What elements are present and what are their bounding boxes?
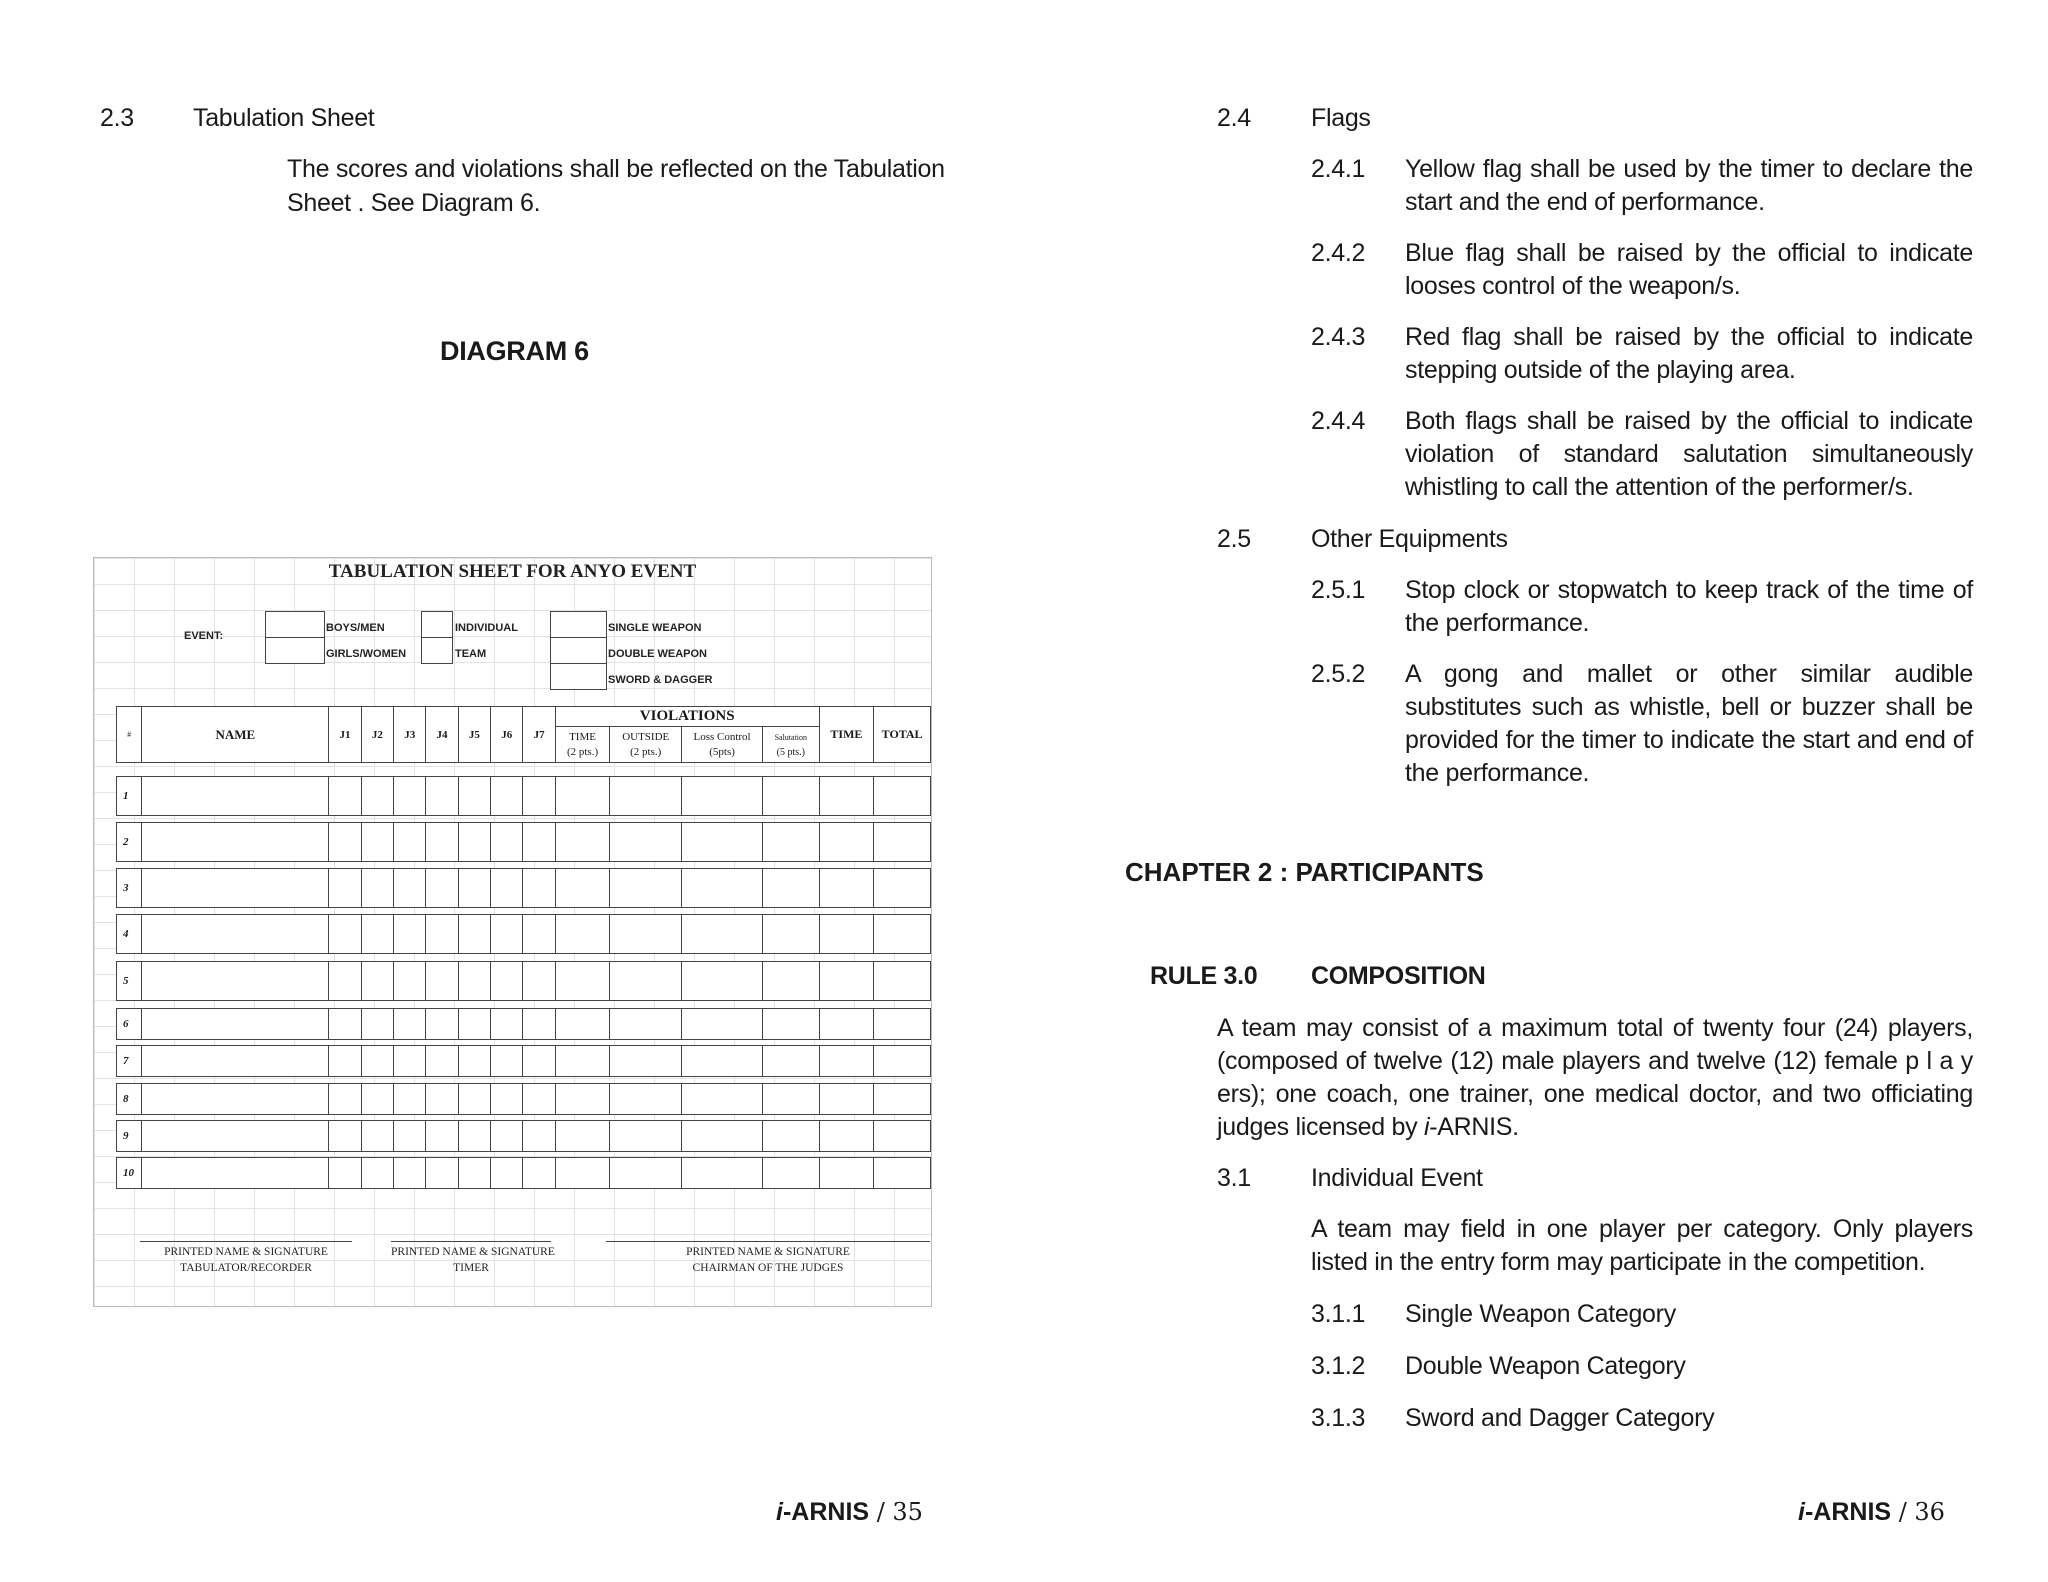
entry-row — [116, 914, 931, 954]
checkbox — [421, 611, 453, 638]
entry-cell — [426, 777, 458, 816]
row-number: 7 — [117, 1046, 142, 1077]
entry-cell — [874, 915, 931, 954]
entry-cell — [555, 1084, 610, 1115]
violation-col-header — [610, 727, 682, 763]
entry-row — [116, 822, 931, 862]
subsection-text: Both flags shall be raised by the official to indicate violation of standard salutation simultaneously whistling to call the attention of the performer/s. — [1405, 407, 1973, 501]
violation-points: (5 pts.) — [776, 746, 805, 758]
composition-text-end: -ARNIS. — [1429, 1113, 1519, 1141]
option-label: TEAM — [455, 648, 487, 660]
entry-cell — [426, 1158, 458, 1189]
checkbox — [550, 637, 607, 664]
entry-cell — [491, 1121, 523, 1152]
entry-cell — [819, 777, 874, 816]
entry-cell — [874, 1121, 931, 1152]
row-number: 3 — [117, 869, 142, 908]
rule-title: COMPOSITION — [1311, 962, 1486, 990]
category-title: Sword and Dagger Category — [1405, 1404, 1715, 1432]
entry-cell — [610, 962, 682, 1001]
option-label: BOYS/MEN — [326, 622, 385, 634]
entry-cell — [394, 962, 426, 1001]
entry-cell — [874, 1009, 931, 1040]
composition-paragraph — [1217, 1012, 1973, 1144]
entry-cell — [819, 869, 874, 908]
entry-cell — [610, 869, 682, 908]
violation-label: Loss Control — [693, 730, 751, 743]
entry-cell — [763, 1046, 820, 1077]
entry-cell — [523, 1158, 555, 1189]
violation-label: Salutation — [774, 732, 808, 742]
entry-cell — [555, 1046, 610, 1077]
footer-brand-italic: i — [1798, 1498, 1805, 1526]
entry-cell — [426, 915, 458, 954]
entry-row — [116, 1120, 931, 1152]
diagram-title: DIAGRAM 6 — [440, 336, 589, 366]
entry-cell — [329, 1009, 361, 1040]
entry-cell — [491, 915, 523, 954]
violation-col-header — [763, 727, 820, 763]
entry-cell — [610, 1121, 682, 1152]
row-number: 1 — [117, 777, 142, 816]
entry-row — [116, 1083, 931, 1115]
rule-number: RULE 3.0 — [1150, 962, 1258, 990]
entry-cell — [361, 1121, 393, 1152]
entry-cell — [426, 1084, 458, 1115]
entry-cell — [361, 1158, 393, 1189]
entry-cell — [394, 869, 426, 908]
entry-cell — [682, 915, 763, 954]
entry-cell — [610, 1084, 682, 1115]
entry-cell — [394, 777, 426, 816]
entry-cell — [491, 823, 523, 862]
section-number: 3.1 — [1217, 1164, 1251, 1192]
category-title: Single Weapon Category — [1405, 1300, 1676, 1328]
entry-cell — [394, 1009, 426, 1040]
entry-cell — [874, 1158, 931, 1189]
tabulation-sheet-diagram — [93, 557, 932, 1307]
signature-line — [140, 1241, 352, 1242]
entry-cell — [142, 1158, 329, 1189]
entry-cell — [819, 1121, 874, 1152]
section-number: 2.3 — [100, 104, 134, 132]
violations-header: VIOLATIONS — [555, 707, 819, 727]
entry-cell — [819, 1158, 874, 1189]
footer-brand — [1798, 1498, 1891, 1526]
entry-cell — [763, 777, 820, 816]
entry-cell — [610, 777, 682, 816]
judge-header: J2 — [361, 707, 393, 763]
option-label: GIRLS/WOMEN — [326, 648, 407, 660]
entry-cell — [682, 1084, 763, 1115]
entry-cell — [329, 1084, 361, 1115]
entry-cell — [458, 777, 490, 816]
entry-cell — [610, 1158, 682, 1189]
checkbox — [550, 611, 607, 638]
entry-cell — [329, 1046, 361, 1077]
row-number: 9 — [117, 1121, 142, 1152]
entry-cell — [491, 869, 523, 908]
subsection-text: A gong and mallet or other similar audible substitutes such as whistle, bell or buzzer shall be provided for the timer to indicate the start and end of the performance. — [1405, 660, 1973, 787]
signature-label — [606, 1244, 930, 1276]
entry-cell — [394, 1046, 426, 1077]
entry-cell — [491, 1009, 523, 1040]
entry-cell — [142, 962, 329, 1001]
row-number: 2 — [117, 823, 142, 862]
section-number: 2.5 — [1217, 525, 1251, 553]
entry-cell — [523, 1084, 555, 1115]
entry-cell — [682, 962, 763, 1001]
signature-line — [606, 1241, 930, 1242]
signature-role: TABULATOR/RECORDER — [180, 1262, 312, 1274]
signature-role: TIMER — [453, 1262, 489, 1274]
option-label: DOUBLE WEAPON — [608, 648, 707, 660]
entry-cell — [329, 962, 361, 1001]
section-title: Flags — [1311, 104, 1371, 132]
entry-cell — [458, 823, 490, 862]
entry-cell — [523, 962, 555, 1001]
entry-cell — [142, 869, 329, 908]
subsection-number: 3.1.2 — [1311, 1352, 1366, 1380]
entry-cell — [426, 869, 458, 908]
entry-cell — [491, 1084, 523, 1115]
entry-cell — [361, 1009, 393, 1040]
row-number: 6 — [117, 1009, 142, 1040]
violation-points: (2 pts.) — [630, 745, 662, 758]
judge-header: J5 — [458, 707, 490, 763]
section-title: Other Equipments — [1311, 525, 1508, 553]
checkbox — [265, 611, 325, 638]
entry-cell — [763, 1009, 820, 1040]
footer-brand — [776, 1498, 869, 1526]
name-header: NAME — [142, 707, 329, 763]
entry-cell — [874, 1084, 931, 1115]
entry-cell — [142, 915, 329, 954]
entry-cell — [426, 1046, 458, 1077]
entry-cell — [874, 823, 931, 862]
entry-cell — [329, 777, 361, 816]
signature-caption: PRINTED NAME & SIGNATURE — [164, 1246, 328, 1258]
entry-cell — [819, 1046, 874, 1077]
entry-cell — [426, 1009, 458, 1040]
entry-cell — [426, 823, 458, 862]
composition-brand-italic: i — [1423, 1113, 1430, 1141]
entry-cell — [610, 1009, 682, 1040]
entry-cell — [329, 1121, 361, 1152]
paragraph-line: The scores and violations shall be reflected on the Tabulation — [287, 155, 945, 183]
violation-label: TIME — [569, 730, 596, 743]
subsection-text: Blue flag shall be raised by the official to indicate looses control of the weapon/s. — [1405, 239, 1973, 300]
entry-cell — [874, 962, 931, 1001]
subsection-text: Yellow flag shall be used by the timer to declare the start and the end of performance. — [1405, 155, 1973, 216]
entry-cell — [394, 1158, 426, 1189]
entry-cell — [523, 777, 555, 816]
judge-header: J7 — [523, 707, 555, 763]
entry-row — [116, 961, 931, 1001]
violation-points: (2 pts.) — [566, 745, 599, 758]
entry-cell — [874, 1046, 931, 1077]
entry-row — [116, 868, 931, 908]
total-header: TOTAL — [874, 707, 931, 763]
row-number: 4 — [117, 915, 142, 954]
violation-points: (5pts) — [709, 745, 735, 758]
entry-cell — [523, 1009, 555, 1040]
hash-header: # — [117, 707, 142, 763]
violation-label: OUTSIDE — [622, 730, 670, 743]
time-header: TIME — [819, 707, 874, 763]
signature-caption: PRINTED NAME & SIGNATURE — [686, 1246, 850, 1258]
entry-cell — [329, 823, 361, 862]
entry-cell — [610, 915, 682, 954]
entry-cell — [329, 915, 361, 954]
entry-row — [116, 1045, 931, 1077]
judge-header: J4 — [426, 707, 458, 763]
option-label: INDIVIDUAL — [455, 622, 518, 634]
entry-cell — [142, 1009, 329, 1040]
footer-brand-italic: i — [776, 1498, 783, 1526]
subsection-number: 2.4.4 — [1311, 407, 1366, 435]
entry-cell — [361, 869, 393, 908]
entry-cell — [819, 823, 874, 862]
subsection-number: 2.4.1 — [1311, 155, 1366, 183]
section-title: Individual Event — [1311, 1164, 1483, 1192]
page-number: / 36 — [1891, 1498, 1945, 1526]
entry-cell — [763, 869, 820, 908]
section-number: 2.4 — [1217, 104, 1251, 132]
entry-cell — [819, 1084, 874, 1115]
entry-cell — [361, 915, 393, 954]
entry-cell — [394, 823, 426, 862]
entry-cell — [763, 915, 820, 954]
judge-header: J1 — [329, 707, 361, 763]
entry-cell — [555, 1158, 610, 1189]
composition-text: A team may consist of a maximum total of twenty four (24) players, (composed of twelve (12) male players and twelve (12) female p l a y ers); one coach, one trainer, one medical doctor, and two officiating judges licensed by — [1217, 1014, 1973, 1141]
entry-cell — [329, 1158, 361, 1189]
entry-cell — [819, 1009, 874, 1040]
entry-cell — [361, 1046, 393, 1077]
entry-cell — [874, 869, 931, 908]
entry-cell — [682, 869, 763, 908]
signature-caption: PRINTED NAME & SIGNATURE — [391, 1246, 555, 1258]
entry-row — [116, 1157, 931, 1189]
subsection-text: Red flag shall be raised by the official to indicate stepping outside of the playing area. — [1405, 323, 1973, 384]
option-label: SWORD & DAGGER — [608, 674, 713, 686]
entry-row — [116, 776, 931, 816]
checkbox — [265, 637, 325, 664]
right-page — [1024, 0, 2048, 1582]
entry-cell — [819, 915, 874, 954]
entry-cell — [361, 823, 393, 862]
entry-cell — [361, 1084, 393, 1115]
entry-cell — [682, 823, 763, 862]
signature-role: CHAIRMAN OF THE JUDGES — [692, 1262, 844, 1274]
entry-cell — [874, 777, 931, 816]
entry-cell — [555, 962, 610, 1001]
entry-cell — [458, 1009, 490, 1040]
entry-cell — [555, 869, 610, 908]
entry-cell — [458, 962, 490, 1001]
subsection-text: Stop clock or stopwatch to keep track of the time of the performance. — [1405, 576, 1973, 637]
entry-cell — [142, 1121, 329, 1152]
entry-cell — [763, 1158, 820, 1189]
judge-header: J6 — [491, 707, 523, 763]
entry-cell — [523, 869, 555, 908]
entry-cell — [394, 1121, 426, 1152]
entry-cell — [458, 869, 490, 908]
signature-line — [391, 1241, 551, 1242]
page-footer — [1798, 1498, 1945, 1527]
row-number: 10 — [117, 1158, 142, 1189]
signature-label — [391, 1244, 555, 1276]
entry-cell — [458, 1046, 490, 1077]
subsection-number: 2.5.2 — [1311, 660, 1366, 688]
row-number: 8 — [117, 1084, 142, 1115]
entry-cell — [142, 777, 329, 816]
subsection-number: 2.4.3 — [1311, 323, 1366, 351]
entry-cell — [763, 962, 820, 1001]
entry-cell — [682, 1046, 763, 1077]
entry-cell — [361, 777, 393, 816]
footer-brand-text: -ARNIS — [1804, 1498, 1892, 1526]
entry-cell — [523, 823, 555, 862]
footer-brand-text: -ARNIS — [782, 1498, 870, 1526]
entry-cell — [361, 962, 393, 1001]
section-title: Tabulation Sheet — [193, 104, 375, 132]
subsection-number: 2.5.1 — [1311, 576, 1366, 604]
sheet-title: TABULATION SHEET FOR ANYO EVENT — [328, 561, 697, 582]
entry-cell — [491, 962, 523, 1001]
entry-cell — [142, 1084, 329, 1115]
entry-cell — [555, 823, 610, 862]
entry-cell — [142, 1046, 329, 1077]
entry-cell — [555, 777, 610, 816]
entry-cell — [458, 1158, 490, 1189]
page-number: / 35 — [869, 1498, 923, 1526]
entry-cell — [763, 1121, 820, 1152]
event-label: EVENT: — [184, 630, 224, 642]
entry-cell — [555, 1009, 610, 1040]
individual-event-text: A team may field in one player per category. Only players listed in the entry form may participate in the competition. — [1311, 1215, 1973, 1276]
entry-cell — [555, 915, 610, 954]
entry-cell — [555, 1121, 610, 1152]
entry-cell — [610, 1046, 682, 1077]
entry-cell — [491, 1158, 523, 1189]
sheet-header-table — [116, 706, 931, 763]
entry-cell — [523, 1046, 555, 1077]
entry-cell — [682, 1009, 763, 1040]
chapter-heading: CHAPTER 2 : PARTICIPANTS — [1125, 857, 1484, 887]
entry-cell — [458, 1084, 490, 1115]
entry-cell — [491, 777, 523, 816]
entry-cell — [763, 823, 820, 862]
subsection-number: 3.1.1 — [1311, 1300, 1366, 1328]
option-label: SINGLE WEAPON — [608, 622, 702, 634]
entry-cell — [491, 1046, 523, 1077]
page-footer — [776, 1498, 923, 1527]
entry-cell — [682, 1121, 763, 1152]
violation-col-header — [682, 727, 763, 763]
entry-cell — [523, 1121, 555, 1152]
violation-col-header — [555, 727, 610, 763]
entry-cell — [142, 823, 329, 862]
entry-cell — [610, 823, 682, 862]
entry-cell — [394, 915, 426, 954]
entry-cell — [394, 1084, 426, 1115]
subsection-number: 3.1.3 — [1311, 1404, 1366, 1432]
category-title: Double Weapon Category — [1405, 1352, 1686, 1380]
signature-label — [140, 1244, 352, 1276]
entry-cell — [682, 1158, 763, 1189]
checkbox — [421, 637, 453, 664]
entry-cell — [329, 869, 361, 908]
paragraph-line: Sheet . See Diagram 6. — [287, 189, 541, 217]
entry-row — [116, 1008, 931, 1040]
row-number: 5 — [117, 962, 142, 1001]
subsection-number: 2.4.2 — [1311, 239, 1366, 267]
entry-cell — [426, 962, 458, 1001]
entry-cell — [819, 962, 874, 1001]
entry-cell — [523, 915, 555, 954]
entry-cell — [763, 1084, 820, 1115]
entry-cell — [458, 1121, 490, 1152]
checkbox — [550, 663, 607, 690]
entry-cell — [682, 777, 763, 816]
entry-cell — [426, 1121, 458, 1152]
entry-cell — [458, 915, 490, 954]
judge-header: J3 — [394, 707, 426, 763]
